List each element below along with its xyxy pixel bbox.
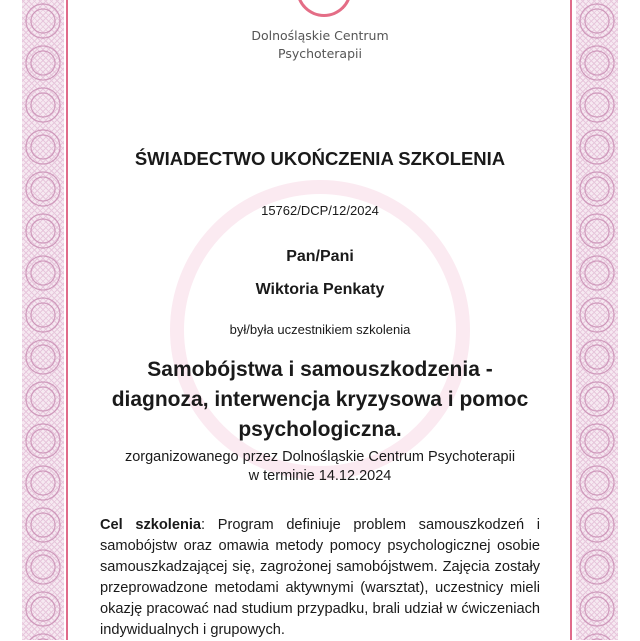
date-text: w terminie 14.12.2024 (248, 468, 392, 484)
participation-text: był/była uczestnikiem szkolenia (229, 322, 411, 337)
organizer-text: zorganizowanego przez Dolnośląskie Centrum Psychoterapii (124, 449, 516, 465)
course-title (80, 355, 560, 445)
certificate-title: ŚWIADECTWO UKOŃCZENIA SZKOLENIA (134, 148, 506, 169)
org-name-line1: Dolnośląskie Centrum (251, 28, 389, 43)
recipient-name: Wiktoria Penkaty (255, 281, 385, 298)
certificate-number: 15762/DCP/12/2024 (261, 203, 379, 218)
goal-paragraph (100, 515, 540, 641)
border-line-right (570, 0, 572, 640)
decorative-border-left (22, 0, 64, 640)
goal-label: Cel szkolenia (100, 517, 202, 533)
organizer-block (80, 448, 560, 486)
logo-icon (296, 0, 352, 17)
goal-text: : Program definiuje problem samouszkodzeń i samobójstw oraz omawia metody pomocy psychologicznej osobie samouszkadzającej się, zagrożonej samobójstwem. Zajęcia zostały przeprowadzone metodami aktywnymi (warsztat), uczestnicy mieli okazję pracować nad studium przypadku, brali udział w ćwiczeniach indywidualnych i grupowych. (100, 517, 540, 638)
border-line-left (66, 0, 68, 640)
decorative-border-right (576, 0, 618, 640)
org-name-line2: Psychoterapii (278, 46, 362, 61)
course-title-line: diagnoza, interwencja kryzysowa i pomoc (111, 388, 529, 411)
salutation: Pan/Pani (286, 248, 354, 265)
course-title-line: Samobójstwa i samouszkodzenia - (147, 358, 493, 381)
course-title-line: psychologiczna. (238, 418, 402, 441)
